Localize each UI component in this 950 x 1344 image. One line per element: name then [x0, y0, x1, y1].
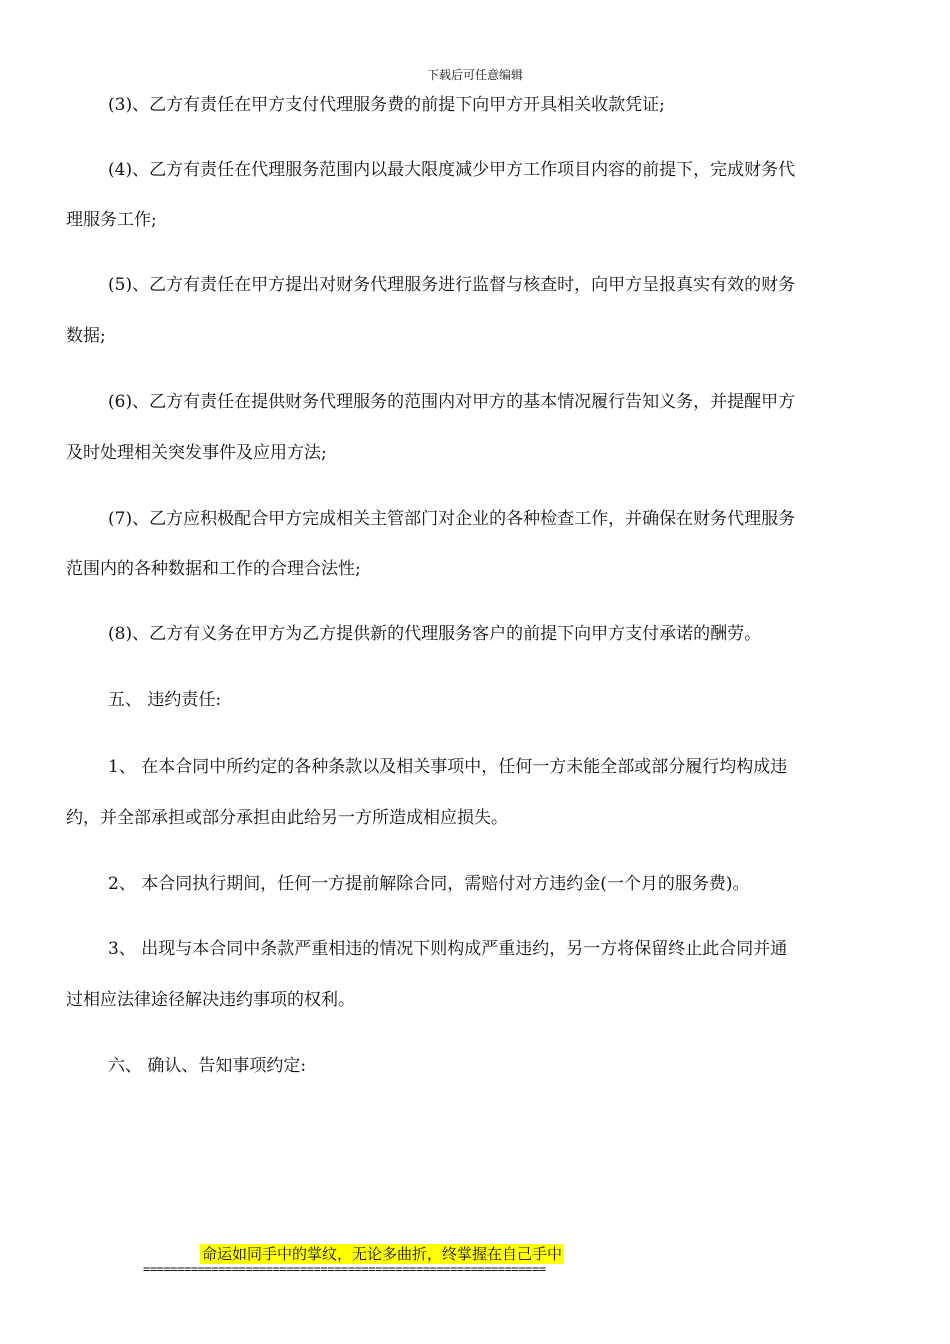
clause-7-line-1: (7)、乙方应积极配合甲方完成相关主管部门对企业的各种检查工作，并确保在财务代理服务 [108, 509, 796, 529]
clause-7-line-2: 范围内的各种数据和工作的合理合法性; [66, 559, 361, 579]
clause-6-line-2: 及时处理相关突发事件及应用方法; [66, 443, 327, 463]
clause-5-line-2: 数据; [66, 326, 106, 346]
page-header: 下载后可任意编辑 [426, 68, 523, 82]
breach-3-line-2: 过相应法律途径解决违约事项的权利。 [66, 990, 355, 1010]
clause-6-line-1: (6)、乙方有责任在提供财务代理服务的范围内对甲方的基本情况履行告知义务，并提醒甲方 [108, 392, 796, 412]
clause-8-line-1: (8)、乙方有义务在甲方为乙方提供新的代理服务客户的前提下向甲方支付承诺的酬劳。 [108, 624, 762, 644]
section-5-heading: 五、 违约责任: [108, 690, 222, 710]
breach-2-line-1: 2、 本合同执行期间，任何一方提前解除合同，需赔付对方违约金(一个月的服务费)。 [108, 874, 750, 894]
section-6-heading: 六、 确认、告知事项约定: [108, 1056, 307, 1076]
clause-3-line-1: (3)、乙方有责任在甲方支付代理服务费的前提下向甲方开具相关收款凭证; [108, 95, 665, 115]
clause-4-line-2: 理服务工作; [66, 210, 157, 230]
breach-3-line-1: 3、 出现与本合同中条款严重相违的情况下则构成严重违约，另一方将保留终止此合同并通 [108, 939, 788, 959]
breach-1-line-2: 约，并全部承担或部分承担由此给另一方所造成相应损失。 [66, 808, 508, 828]
breach-1-line-1: 1、 在本合同中所约定的各种条款以及相关事项中，任何一方未能全部或部分履行均构成违 [108, 757, 788, 777]
footer-divider: =========================================================== [143, 1262, 546, 1276]
clause-5-line-1: (5)、乙方有责任在甲方提出对财务代理服务进行监督与核查时，向甲方呈报真实有效的财务 [108, 275, 796, 295]
footer-motto: 命运如同手中的掌纹，无论多曲折，终掌握在自己手中 [202, 1245, 563, 1263]
clause-4-line-1: (4)、乙方有责任在代理服务范围内以最大限度减少甲方工作项目内容的前提下，完成财务代 [108, 160, 796, 180]
